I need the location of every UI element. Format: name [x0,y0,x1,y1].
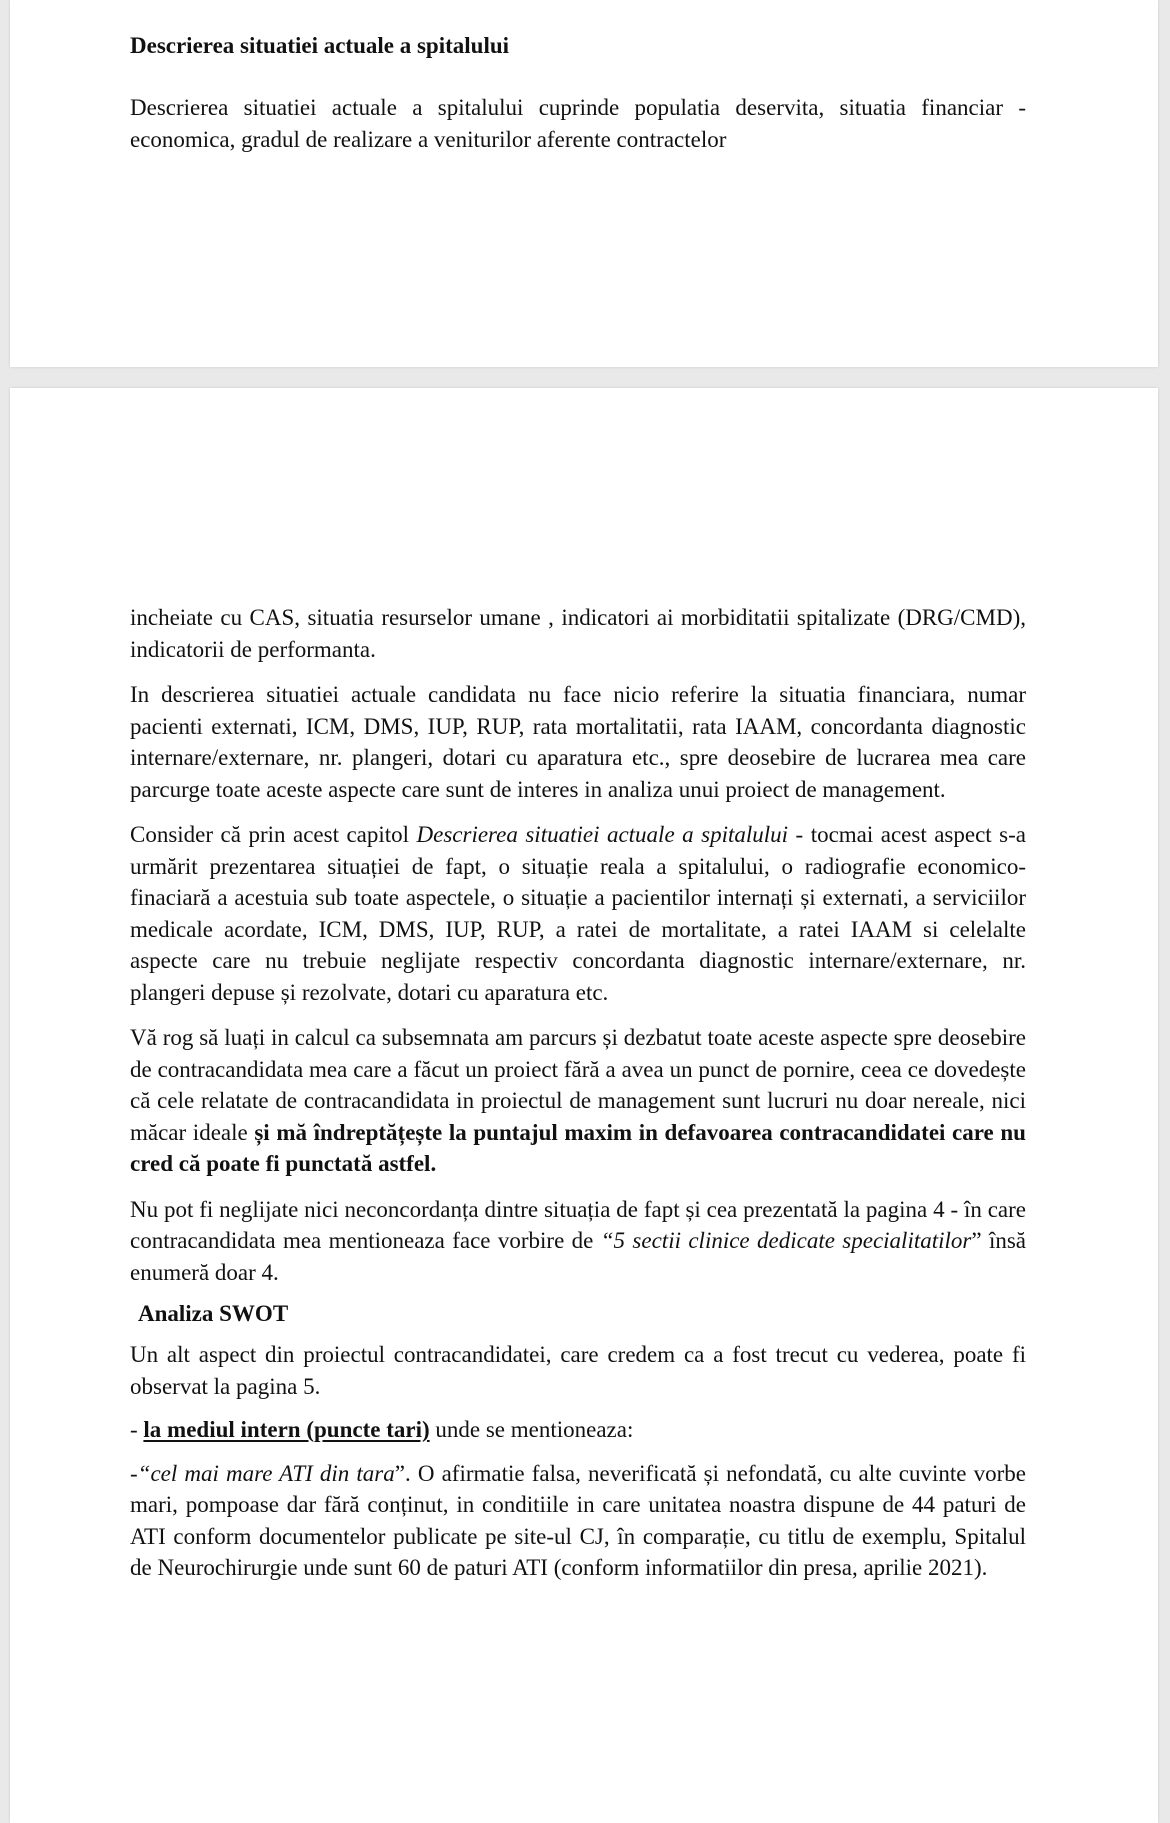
p5-italic-quote: “5 sectii clinice dedicate specialitatilor [600,1228,972,1253]
p3-text-start: Consider că prin acest capitol [130,822,417,847]
document-page-1 [10,0,1158,367]
paragraph-internal-environment [130,1414,1026,1446]
p8-text-rest: ”. O afirmatie falsa, neverificată și nefondată, cu alte cuvinte vorbe mari, pompoase dar fără conținut, in conditiile in care unitatea noastra dispune de 44 paturi de ATI conform documentelor publicate pe site-ul CJ, în comparație, cu titlu de exemplu, Spitalul de Neurochirurgie unde sunt 60 de paturi ATI (conform informatiilor din presa, aprilie 2021). [130,1460,1026,1580]
section-heading-swot: Analiza SWOT [138,1301,289,1326]
page-2-content [130,602,1026,1584]
paragraph-missing-references: In descrierea situatiei actuale candidata nu face nicio referire la situatia financiara, numar pacienti externati, ICM, DMS, IUP, RUP, rata mortalitatii, rata IAAM, concordanta diagnostic internare/externare, nr. plangeri, dotari cu aparatura etc., spre deosebire de lucrarea mea care parcurge toate aceste aspecte care sunt de interes in analiza unui proiect de management. [130,682,1026,802]
section-heading-situatie: Descrierea situatiei actuale a spitalului [130,33,510,58]
p8-dash: - [130,1460,138,1486]
p4-text-start: Vă rog să luați in calcul ca subsemnata am parcurs și dezbatut toate aceste aspecte spre deosebire de contracandidata mea care a făcut un proiect fără a avea un punct de pornire, ceea ce dovedește că cele relatate de contracandidata in proiectul de management sunt lucruri nu doar nereale, nici măcar ideale [130,1025,1026,1145]
p7-text-rest: unde se mentioneaza: [429,1417,634,1442]
paragraph-intro: Descrierea situatiei actuale a spitalului cuprinde populatia deservita, situatia financiar - economica, gradul de realizare a veniturilor aferente contractelor [130,95,1026,152]
p5-text-start: Nu pot fi neglijate nici neconcordanța dintre situația de fapt și cea prezentată la pagina 4 - în care contracandidata mea mentioneaza face vorbire de [130,1196,1026,1253]
p5-text-rest: ” însă enumeră doar 4. [130,1228,1026,1285]
p3-italic-title: Descrierea situatiei actuale a spitalului [416,822,789,847]
paragraph-request [130,1022,1026,1180]
paragraph-ati-claim [130,1458,1026,1584]
paragraph-swot-intro: Un alt aspect din proiectul contracandidatei, care credem ca a fost trecut cu vederea, poate fi observat la pagina 5. [130,1342,1026,1399]
p7-dash: - [130,1417,144,1442]
page-1-content [130,30,1026,155]
document-page-2 [10,388,1158,1823]
p7-underlined-label: la mediul intern (puncte tari) [143,1417,430,1442]
paragraph-chapter-opinion [130,819,1026,1008]
paragraph-inconsistency [130,1194,1026,1289]
paragraph-continuation: incheiate cu CAS, situatia resurselor umane , indicatori ai morbiditatii spitalizate (DRG/CMD), indicatorii de performanta. [130,605,1026,662]
p3-text-rest: - tocmai acest aspect s-a urmărit prezentarea situației de fapt, o situație reala a spitalului, o radiografie economico-finaciară a acestuia sub toate aspectele, o situație a pacientilor internați și externati, a serviciilor medicale acordate, ICM, DMS, IUP, RUP, a ratei de mortalitate, a ratei IAAM si celelalte aspecte care nu trebuie neglijate respectiv concordanta diagnostic internare/externare, nr. plangeri depuse și rezolvate, dotari cu aparatura etc. [130,822,1026,1005]
p8-italic-quote: “cel mai mare ATI din tara [137,1460,395,1486]
p4-bold-text: și mă îndreptățește la puntajul maxim in defavoarea contracandidatei care nu cred că poate fi punctată astfel. [130,1119,1026,1176]
